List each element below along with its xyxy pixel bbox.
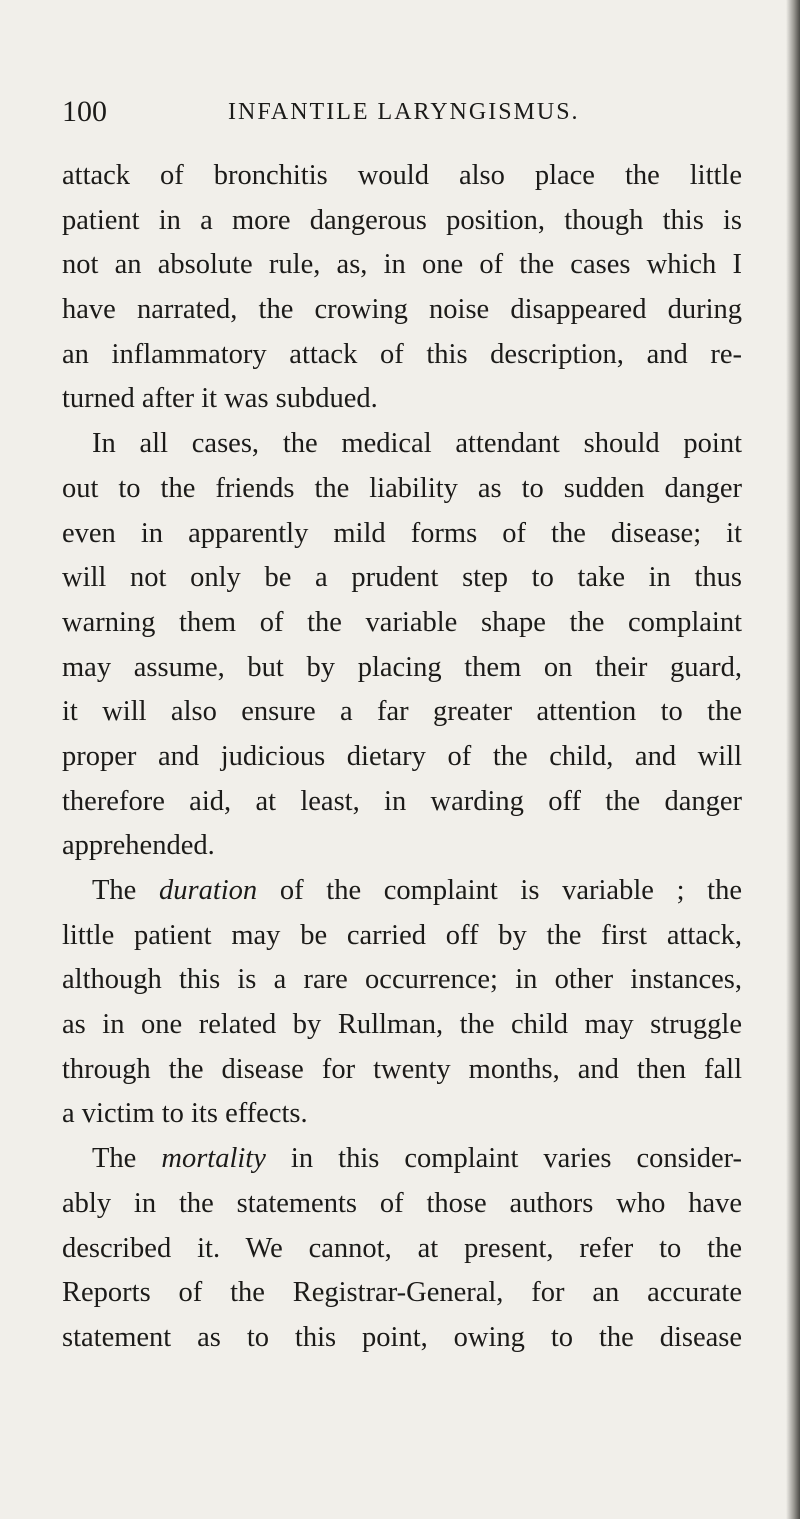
text-line: patient in a more dangerous position, though this is bbox=[62, 204, 742, 236]
running-head: INFANTILE LARYNGISMUS. bbox=[228, 99, 580, 125]
text-line: little patient may be carried off by the first attack, bbox=[62, 919, 742, 951]
text-line: warning them of the variable shape the complaint bbox=[62, 606, 742, 638]
text-line: as in one related by Rullman, the child may struggle bbox=[62, 1009, 742, 1041]
text-line: Reports of the Registrar-General, for an accurate bbox=[62, 1277, 742, 1309]
text-line: therefore aid, at least, in warding off the danger bbox=[62, 785, 742, 817]
text-line: an inflammatory attack of this description, and re- bbox=[62, 338, 742, 370]
text-line: have narrated, the crowing noise disappeared during bbox=[62, 294, 742, 326]
text-line: apprehended. bbox=[62, 830, 215, 862]
text-line: although this is a rare occurrence; in other instances, bbox=[62, 964, 742, 996]
text-line: will not only be a prudent step to take in thus bbox=[62, 562, 742, 594]
text-line: described it. We cannot, at present, refer to the bbox=[62, 1232, 742, 1264]
page-number: 100 bbox=[62, 95, 107, 128]
text-line: even in apparently mild forms of the disease; it bbox=[62, 517, 742, 549]
text-line: a victim to its effects. bbox=[62, 1098, 308, 1130]
text-line: statement as to this point, owing to the disease bbox=[62, 1321, 742, 1353]
italic-term-mortality: mortality bbox=[161, 1143, 266, 1175]
text-line: not an absolute rule, as, in one of the cases which I bbox=[62, 249, 742, 281]
body-text bbox=[62, 154, 742, 1361]
text-line: proper and judicious dietary of the child, and will bbox=[62, 740, 742, 772]
text-line: may assume, but by placing them on their guard, bbox=[62, 651, 742, 683]
text-line: turned after it was subdued. bbox=[62, 383, 378, 415]
italic-term-duration: duration bbox=[159, 875, 258, 906]
text-line: through the disease for twenty months, and then fall bbox=[62, 1053, 742, 1085]
paragraph-start-line: The mortality in this complaint varies consider- bbox=[92, 1143, 742, 1175]
text-line: it will also ensure a far greater attention to the bbox=[62, 696, 742, 728]
text-line: attack of bronchitis would also place the little bbox=[62, 160, 742, 191]
page-header bbox=[62, 92, 742, 132]
text-line: out to the friends the liability as to sudden danger bbox=[62, 472, 742, 504]
text-line: ably in the statements of those authors who have bbox=[62, 1187, 742, 1219]
paragraph-start-line: The duration of the complaint is variable ; the bbox=[92, 875, 742, 906]
paragraph-start-line: In all cases, the medical attendant should point bbox=[92, 428, 742, 460]
page-edge-shadow bbox=[786, 0, 800, 1519]
